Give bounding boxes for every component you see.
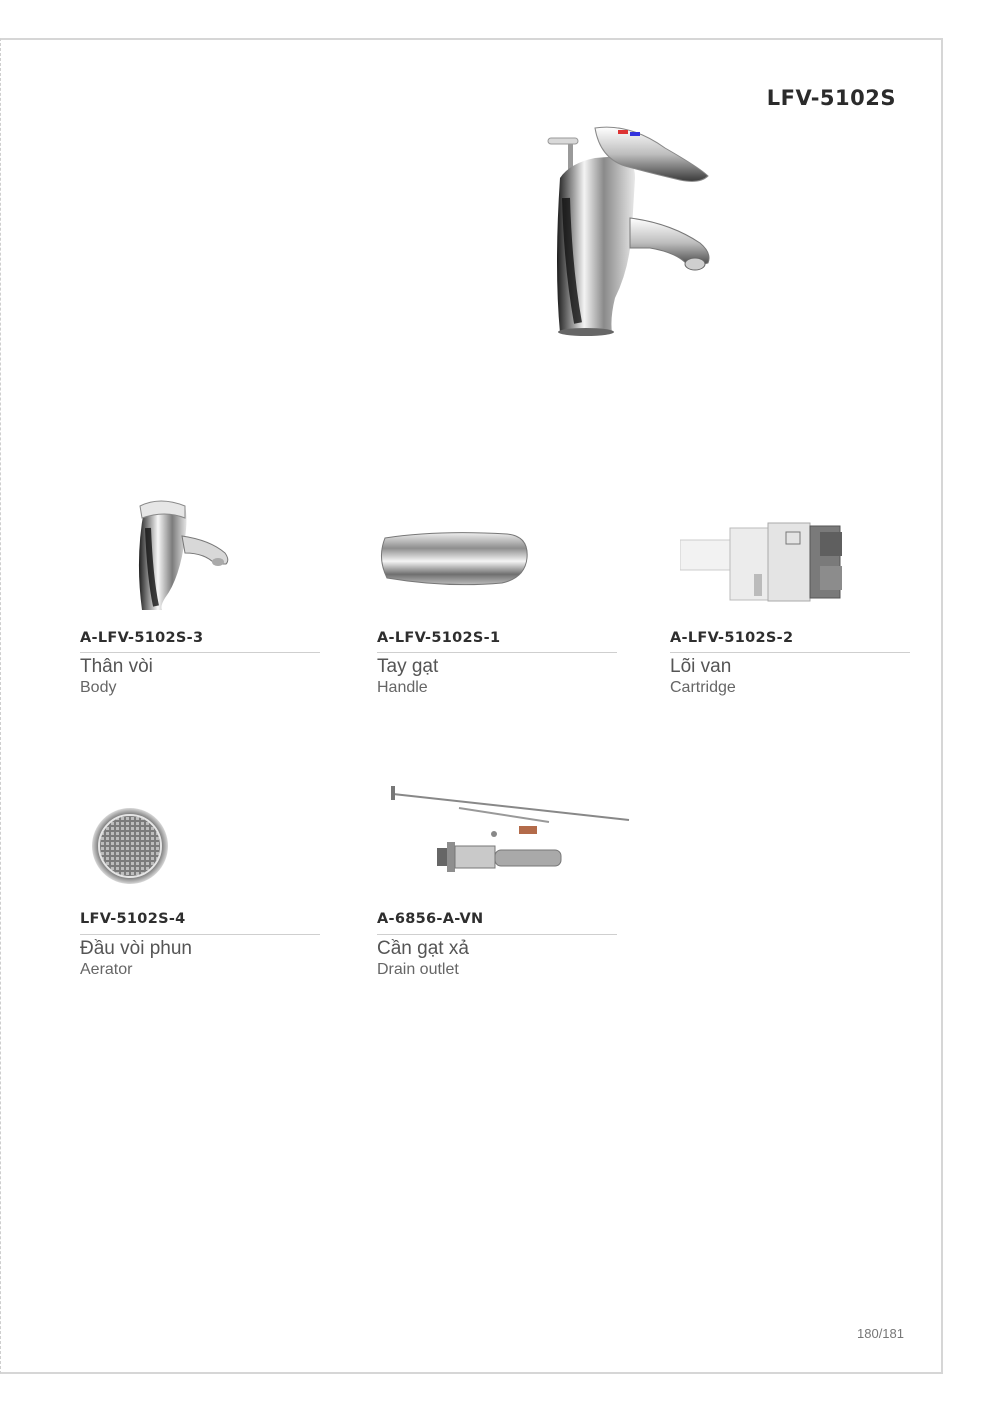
- part-name-en: Drain outlet: [377, 961, 459, 978]
- aerator-image: [90, 806, 170, 886]
- part-item: [80, 780, 320, 990]
- divider: [80, 652, 320, 653]
- cartridge-image: [680, 518, 850, 603]
- faucet-hero-image: [540, 118, 720, 343]
- handle-image: [377, 528, 537, 593]
- part-name-vi: Lõi van: [670, 656, 732, 677]
- part-code: A-LFV-5102S-3: [80, 630, 204, 646]
- part-code: A-6856-A-VN: [377, 911, 484, 927]
- model-title: LFV-5102S: [766, 86, 896, 110]
- part-name-en: Body: [80, 679, 117, 696]
- part-code: A-LFV-5102S-2: [670, 630, 794, 646]
- part-name-vi: Tay gạt: [377, 656, 439, 677]
- part-name-en: Handle: [377, 679, 428, 696]
- part-name-en: Aerator: [80, 961, 133, 978]
- faucet-body-image: [130, 498, 235, 613]
- part-item: [80, 498, 320, 708]
- part-name-vi: Cần gạt xả: [377, 938, 469, 959]
- divider: [377, 652, 617, 653]
- part-item: [670, 498, 910, 708]
- part-item: [377, 780, 617, 990]
- divider: [80, 934, 320, 935]
- drain-outlet-image: [389, 782, 634, 877]
- page-number: 180/181: [857, 1326, 904, 1341]
- divider: [670, 652, 910, 653]
- part-name-en: Cartridge: [670, 679, 736, 696]
- divider: [377, 934, 617, 935]
- part-code: A-LFV-5102S-1: [377, 630, 501, 646]
- part-name-vi: Đầu vòi phun: [80, 938, 192, 959]
- part-item: [377, 498, 617, 708]
- part-code: LFV-5102S-4: [80, 911, 186, 927]
- part-name-vi: Thân vòi: [80, 656, 153, 677]
